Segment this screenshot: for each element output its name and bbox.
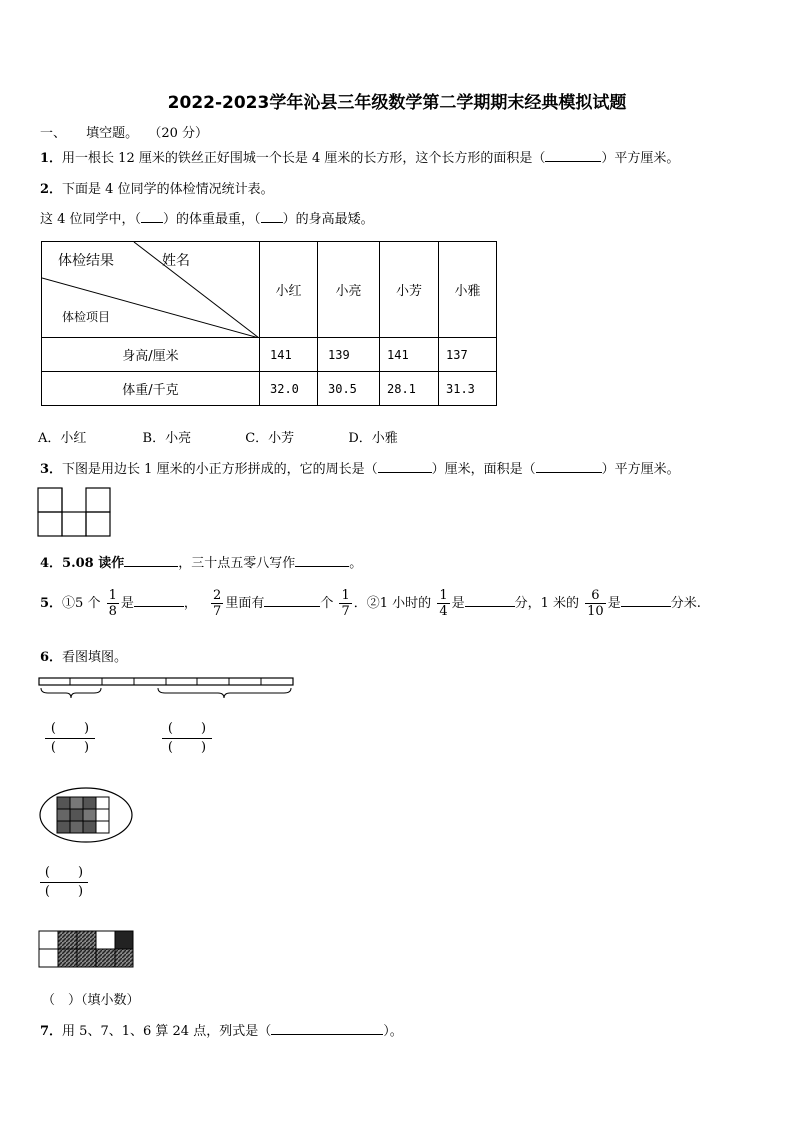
table-row (42, 372, 497, 406)
page-title: 2022-2023学年沁县三年级数学第二学期期末经典模拟试题 (167, 93, 627, 113)
answer-blank[interactable] (261, 210, 283, 223)
answer-blank[interactable] (264, 594, 320, 607)
question-text: ．②1 小时的 (353, 596, 432, 611)
question-text: 是 (451, 596, 465, 611)
answer-blank[interactable] (124, 554, 178, 567)
section-name: 填空题。 (86, 126, 139, 141)
table-corner-cell (42, 242, 260, 338)
question-text: 用 5、7、1、6 算 24 点，列式是（ (62, 1024, 272, 1039)
question-text: 分，1 米的 (514, 596, 580, 611)
health-check-table (41, 241, 497, 406)
question-1 (40, 147, 679, 166)
question-number: 3． (40, 462, 63, 477)
table-cell: 141 (260, 338, 318, 372)
decimal-note: （填小数） (81, 993, 140, 1008)
fraction-answer[interactable]: ( ) ( ) (162, 720, 212, 757)
section-heading (40, 122, 208, 141)
fraction-answer[interactable]: ( ) ( ) (40, 864, 88, 901)
question-number: 7． (40, 1024, 63, 1039)
question-2-sub (40, 208, 374, 227)
question-text: ，三十点五零八写作 (178, 556, 296, 571)
question-text: 是 (120, 596, 134, 611)
answer-paren[interactable]: （ ） (42, 993, 82, 1008)
question-text: 下图是用边长 1 厘米的小正方形拼成的，它的周长是（ (62, 462, 378, 477)
fraction: $\frac{1}{8}$ (108, 588, 117, 619)
question-text: 用一根长 12 厘米的铁丝正好围城一个长是 4 厘米的长方形，这个长方形的面积是（ (62, 151, 546, 166)
question-number: 2． (40, 182, 63, 197)
question-5: 5．①5 个 $\frac{1}{8}$ 是 ， $\frac{2}{7}$ 里面有 个 $\frac{1}{7}$ ．②1 小时的 $\frac{1}{4}$ 是 分，1 米的 $\frac{6}{10}$ 是 分米. (40, 588, 701, 619)
table-cell: 32.0 (260, 372, 318, 406)
question-number: 5． (40, 596, 63, 611)
option-a[interactable]: A．小红 (38, 431, 87, 446)
table-cell: 141 (380, 338, 439, 372)
table-cell: 28.1 (380, 372, 439, 406)
question-text: 这 4 位同学中，（ (40, 212, 142, 227)
options-row (38, 427, 398, 446)
section-points: （20 分） (148, 126, 208, 141)
option-c[interactable]: C．小芳 (245, 431, 295, 446)
question-number: 1． (40, 151, 63, 166)
fraction: $\frac{1}{7}$ (341, 588, 350, 619)
square-figure (37, 487, 112, 538)
row-label: 体重/千克 (42, 372, 260, 406)
answer-blank[interactable] (621, 594, 671, 607)
question-text: 里面有 (225, 596, 265, 611)
fraction: $\frac{2}{7}$ (213, 588, 222, 619)
section-number: 一、 (40, 126, 67, 141)
question-4 (40, 552, 362, 571)
question-text: 下面是 4 位同学的体检情况统计表。 (62, 182, 274, 197)
question-text: ）平方厘米。 (601, 462, 680, 477)
decimal-answer-line (42, 989, 140, 1008)
question-text: ）厘米，面积是（ (431, 462, 536, 477)
question-2 (40, 178, 274, 197)
question-text: 是 (607, 596, 621, 611)
row-label: 身高/厘米 (42, 338, 260, 372)
question-text: 个 (320, 596, 334, 611)
answer-blank[interactable] (141, 210, 163, 223)
question-text: 看图填图。 (62, 650, 128, 665)
answer-blank[interactable] (536, 460, 602, 473)
shaded-grid-figure (38, 930, 136, 970)
option-d[interactable]: D．小雅 (348, 431, 398, 446)
question-text: ）平方厘米。 (601, 151, 680, 166)
corner-bottom-label: 体检项目 (62, 310, 111, 324)
table-row (42, 338, 497, 372)
question-7 (40, 1020, 403, 1039)
fraction-answer[interactable]: ( ) ( ) (45, 720, 95, 757)
oval-grid-figure (38, 786, 136, 846)
question-text: ）的体重最重，（ (163, 212, 261, 227)
fraction: $\frac{6}{10}$ (587, 588, 604, 619)
segment-bar-figure (38, 676, 296, 706)
question-text: 5.08 读作 (62, 556, 125, 571)
question-text: 分米. (670, 596, 701, 611)
question-number: 6． (40, 650, 63, 665)
table-cell: 139 (318, 338, 380, 372)
table-header-name: 小亮 (318, 242, 380, 338)
question-text: ）的身高最矮。 (282, 212, 374, 227)
table-header-name: 小芳 (380, 242, 439, 338)
answer-blank[interactable] (295, 554, 349, 567)
answer-blank[interactable] (271, 1022, 383, 1035)
corner-top-label: 体检结果 (58, 253, 114, 269)
table-header-name: 小雅 (439, 242, 497, 338)
table-header-name: 小红 (260, 242, 318, 338)
corner-name-label: 姓名 (162, 253, 190, 269)
table-cell: 137 (439, 338, 497, 372)
answer-blank[interactable] (134, 594, 184, 607)
answer-blank[interactable] (545, 149, 601, 162)
question-text: ）。 (383, 1024, 403, 1039)
fraction: $\frac{1}{4}$ (439, 588, 448, 619)
question-6 (40, 646, 127, 665)
table-cell: 30.5 (318, 372, 380, 406)
question-number: 4． (40, 556, 63, 571)
question-text: 。 (349, 556, 363, 571)
question-text: ①5 个 (62, 596, 101, 611)
answer-blank[interactable] (378, 460, 432, 473)
question-3 (40, 458, 680, 477)
option-b[interactable]: B．小亮 (142, 431, 192, 446)
table-cell: 31.3 (439, 372, 497, 406)
answer-blank[interactable] (465, 594, 515, 607)
